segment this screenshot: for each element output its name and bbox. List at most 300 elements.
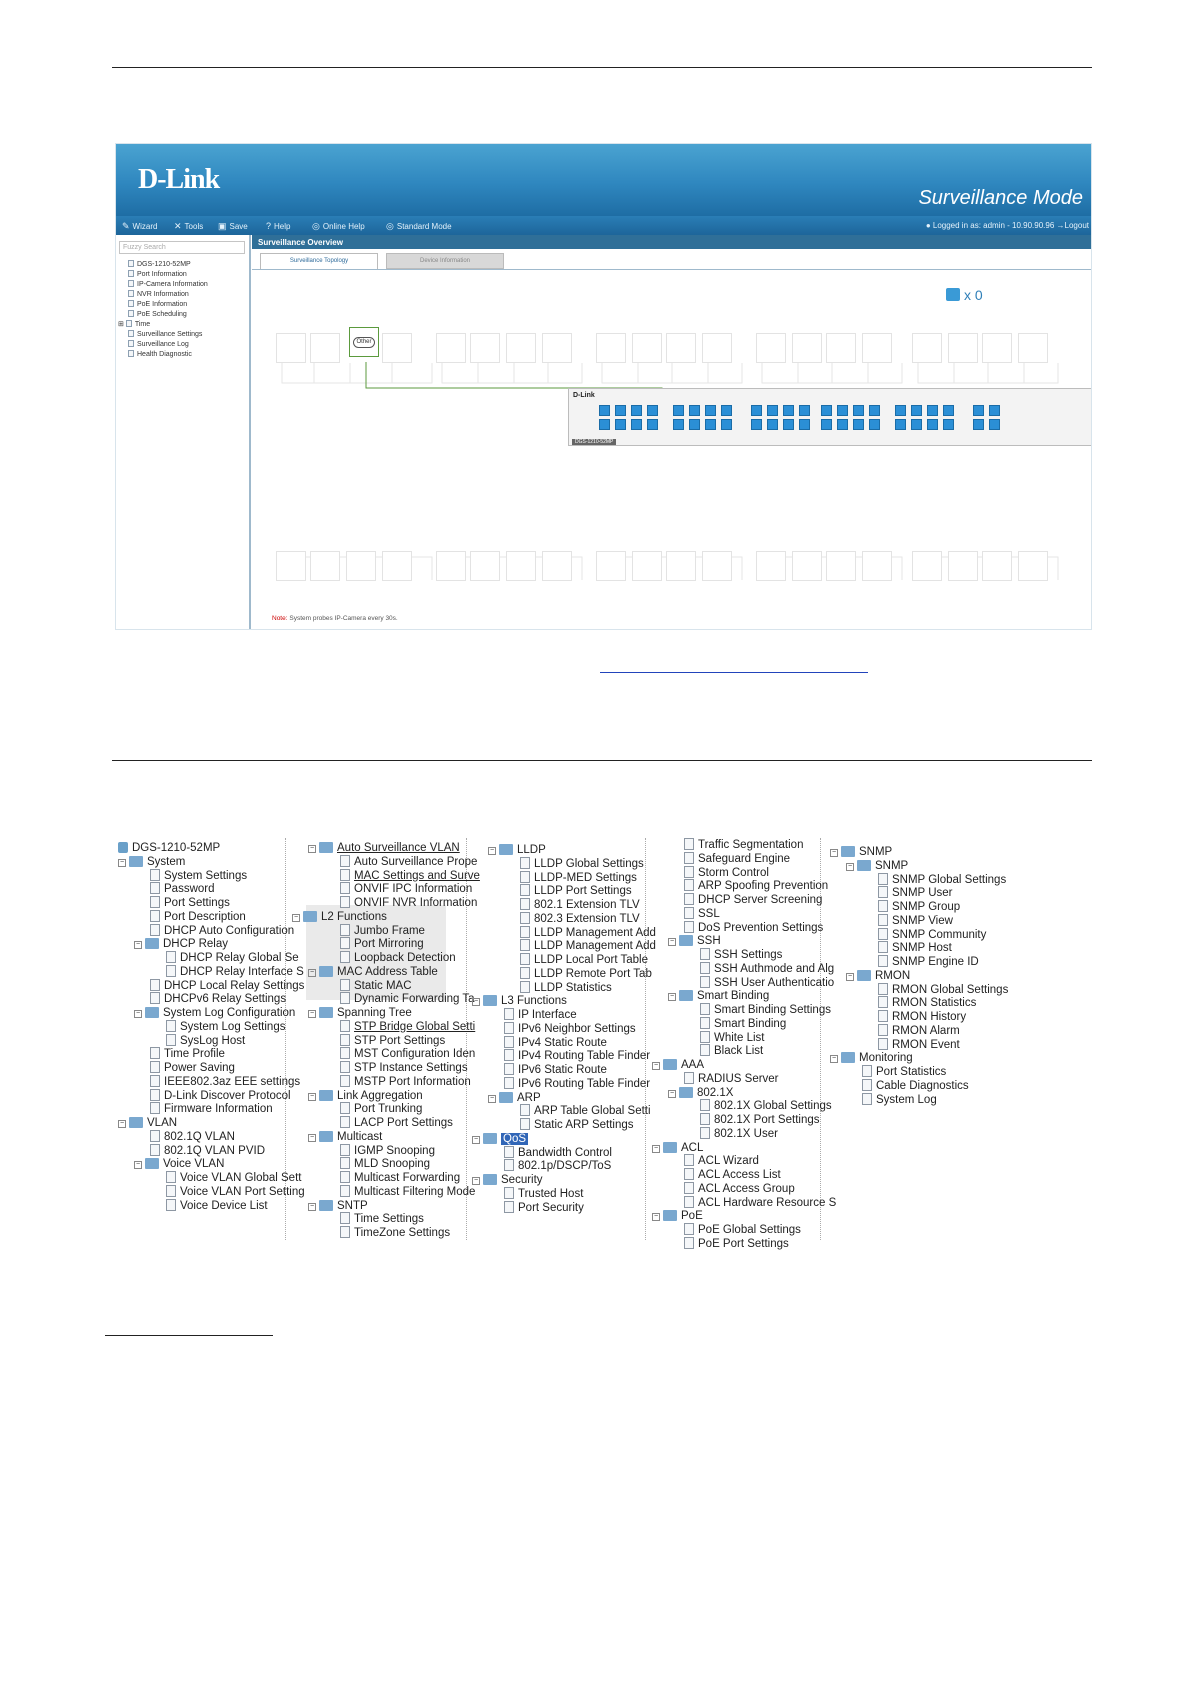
switch-port[interactable]: [943, 405, 954, 416]
tree-folder[interactable]: [134, 937, 228, 951]
tree-folder[interactable]: [308, 1130, 382, 1144]
topology-slot[interactable]: [792, 333, 822, 363]
switch-port[interactable]: [989, 405, 1000, 416]
tree-item[interactable]: [340, 1102, 422, 1116]
sidebar-item-poe-information[interactable]: [128, 300, 187, 308]
switch-port[interactable]: [689, 419, 700, 430]
tree-item[interactable]: [684, 1237, 789, 1251]
save-button[interactable]: [218, 221, 248, 232]
switch-port[interactable]: [853, 405, 864, 416]
tree-folder[interactable]: [472, 1132, 528, 1146]
standard-mode-button[interactable]: [386, 221, 452, 232]
tree-item[interactable]: [150, 882, 215, 896]
switch-port[interactable]: [973, 419, 984, 430]
collapse-icon[interactable]: −: [135, 1161, 141, 1169]
tree-item[interactable]: [684, 1182, 795, 1196]
switch-port[interactable]: [615, 419, 626, 430]
expand-icon[interactable]: ⊞: [118, 321, 126, 328]
tree-folder[interactable]: [118, 1116, 177, 1130]
tree-item[interactable]: [520, 926, 656, 940]
tree-item[interactable]: [340, 896, 477, 910]
tree-item[interactable]: [504, 1036, 607, 1050]
topology-slot[interactable]: [276, 333, 306, 363]
tree-item[interactable]: [504, 1063, 607, 1077]
tree-folder[interactable]: [134, 1006, 295, 1020]
switch-port[interactable]: [751, 405, 762, 416]
sidebar-item-port-information[interactable]: [128, 270, 187, 278]
switch-port[interactable]: [721, 405, 732, 416]
topology-slot[interactable]: [756, 551, 786, 581]
sidebar-item-nvr-information[interactable]: [128, 290, 189, 298]
tree-folder[interactable]: [308, 965, 438, 979]
tree-item-label: LLDP Port Settings: [534, 885, 632, 898]
sidebar-item-health-diagnostic[interactable]: [128, 350, 192, 358]
tree-item[interactable]: [340, 1157, 430, 1171]
switch-port[interactable]: [783, 419, 794, 430]
switch-port[interactable]: [799, 405, 810, 416]
topology-slot[interactable]: [506, 333, 536, 363]
tree-item[interactable]: [700, 1003, 831, 1017]
tree-folder[interactable]: [846, 859, 908, 873]
tab-surveillance-topology[interactable]: Surveillance Topology: [260, 253, 378, 269]
collapse-icon[interactable]: −: [119, 1120, 125, 1127]
tree-item[interactable]: [878, 914, 953, 928]
collapse-icon[interactable]: −: [847, 862, 853, 870]
tree-item[interactable]: [684, 1168, 781, 1182]
collapse-icon[interactable]: −: [473, 998, 479, 1006]
topology-slot[interactable]: [826, 333, 856, 363]
page-icon: [504, 1063, 514, 1075]
mode-title: Surveillance Mode: [918, 187, 1083, 209]
tab-device-information[interactable]: Device Information: [386, 253, 504, 269]
tree-folder[interactable]: [668, 989, 769, 1003]
tree-item-label: Port Security: [518, 1201, 584, 1214]
switch-port[interactable]: [599, 405, 610, 416]
tree-item[interactable]: [150, 1089, 291, 1103]
tree-folder[interactable]: [830, 845, 892, 859]
tree-item[interactable]: [700, 976, 834, 990]
switch-port[interactable]: [837, 405, 848, 416]
switch-port[interactable]: [927, 405, 938, 416]
sidebar-item-time[interactable]: [118, 320, 150, 328]
tree-item[interactable]: [878, 941, 952, 955]
switch-port[interactable]: [673, 419, 684, 430]
switch-port[interactable]: [973, 405, 984, 416]
sidebar-item-surveillance-settings[interactable]: [128, 330, 202, 338]
tree-item-label: MST Configuration Iden: [354, 1048, 476, 1061]
topology-slot[interactable]: [346, 551, 376, 581]
topology-slot[interactable]: [470, 551, 500, 581]
tree-item[interactable]: [504, 1022, 636, 1036]
tree-folder[interactable]: [652, 1141, 703, 1155]
topology-slot[interactable]: [506, 551, 536, 581]
tree-item[interactable]: [150, 910, 246, 924]
switch-port[interactable]: [647, 405, 658, 416]
switch-port[interactable]: [869, 419, 880, 430]
tree-item[interactable]: [878, 886, 953, 900]
tree-item[interactable]: [340, 855, 477, 869]
switch-port[interactable]: [689, 405, 700, 416]
topology-slot[interactable]: [1018, 333, 1048, 363]
switch-port[interactable]: [943, 419, 954, 430]
collapse-icon[interactable]: −: [669, 938, 675, 946]
tree-item[interactable]: [878, 996, 976, 1010]
collapse-icon[interactable]: −: [309, 845, 315, 852]
tree-item[interactable]: [504, 1201, 584, 1215]
switch-port[interactable]: [705, 419, 716, 430]
tree-item[interactable]: [684, 1196, 836, 1210]
tree-item[interactable]: [340, 1144, 435, 1158]
sidebar-item-poe-scheduling[interactable]: [128, 310, 187, 318]
topology-slot[interactable]: [982, 333, 1012, 363]
tree-item[interactable]: [684, 1154, 759, 1168]
tree-folder[interactable]: [308, 1199, 368, 1213]
tree-item[interactable]: [878, 1038, 960, 1052]
switch-port[interactable]: [751, 419, 762, 430]
tree-folder[interactable]: [118, 855, 185, 869]
tree-item[interactable]: [700, 1099, 832, 1113]
topology-slot[interactable]: [542, 551, 572, 581]
tree-folder[interactable]: [292, 910, 387, 924]
topology-slot[interactable]: [470, 333, 500, 363]
switch-port[interactable]: [615, 405, 626, 416]
tree-item[interactable]: [340, 1075, 471, 1089]
topology-slot[interactable]: [862, 333, 892, 363]
tree-item-label: Loopback Detection: [354, 952, 456, 964]
tree-item[interactable]: [520, 1104, 651, 1118]
switch-port[interactable]: [599, 419, 610, 430]
tools-icon: ✕: [174, 221, 182, 231]
tree-item[interactable]: [150, 1102, 273, 1116]
tree-item[interactable]: [700, 1044, 763, 1058]
tree-item-label: VLAN: [147, 1117, 178, 1129]
tree-item[interactable]: [520, 967, 652, 981]
tree-folder[interactable]: [472, 994, 567, 1008]
tree-item[interactable]: [340, 1185, 475, 1199]
folder-icon: [145, 1158, 159, 1169]
tree-item[interactable]: [520, 981, 612, 995]
tree-folder[interactable]: [668, 934, 721, 948]
tree-item[interactable]: [340, 869, 480, 883]
wizard-button[interactable]: [122, 221, 157, 232]
switch-port[interactable]: [989, 419, 1000, 430]
tree-item[interactable]: [520, 939, 656, 953]
topology-slot[interactable]: [982, 551, 1012, 581]
topology-slot[interactable]: [632, 551, 662, 581]
tree-item[interactable]: [700, 1031, 765, 1045]
tree-item-label: Jumbo Frame: [354, 924, 425, 937]
tree-item[interactable]: [340, 1034, 445, 1048]
tree-folder[interactable]: [488, 1091, 541, 1105]
tree-item-label: ACL Access List: [698, 1169, 781, 1181]
tree-item[interactable]: [504, 1159, 611, 1173]
page-icon: [878, 900, 888, 912]
topology-slot[interactable]: [310, 551, 340, 581]
tree-item[interactable]: [340, 1171, 460, 1185]
tree-item[interactable]: [700, 1113, 819, 1127]
tree-folder[interactable]: [652, 1209, 703, 1223]
topology-slot[interactable]: [912, 551, 942, 581]
tree-item[interactable]: [166, 951, 299, 965]
tree-folder[interactable]: [308, 1089, 423, 1103]
tree-item[interactable]: [878, 900, 960, 914]
topology-slot[interactable]: [596, 551, 626, 581]
tree-folder[interactable]: [830, 1051, 913, 1065]
tree-item[interactable]: [150, 896, 230, 910]
tree-item[interactable]: [150, 1047, 225, 1061]
tree-item-label: IPv6 Routing Table Finder: [518, 1077, 651, 1090]
switch-port[interactable]: [911, 419, 922, 430]
tree-folder[interactable]: [488, 843, 546, 857]
tree-item-label: SSH Authmode and Alg: [714, 962, 835, 975]
switch-port[interactable]: [631, 405, 642, 416]
tree-item[interactable]: [166, 1171, 301, 1185]
tree-item[interactable]: [878, 955, 979, 969]
sidebar-item-label: Port Information: [137, 271, 187, 278]
page-icon: [700, 948, 710, 960]
tree-folder[interactable]: [668, 1086, 733, 1100]
page-icon: [150, 1102, 160, 1114]
page-icon: [684, 921, 694, 933]
hyperlink-underline[interactable]: [600, 672, 868, 673]
collapse-icon[interactable]: −: [653, 1213, 659, 1221]
tree-item[interactable]: [150, 1061, 235, 1075]
topology-slot[interactable]: [826, 551, 856, 581]
collapse-icon[interactable]: −: [309, 968, 315, 976]
collapse-icon[interactable]: −: [309, 1202, 315, 1210]
collapse-icon[interactable]: −: [473, 1135, 479, 1143]
tree-folder[interactable]: [134, 1157, 224, 1171]
online-help-button[interactable]: [312, 221, 365, 232]
tree-item[interactable]: [340, 1116, 453, 1130]
tree-item[interactable]: [340, 951, 456, 965]
folder-icon: [483, 1133, 497, 1144]
tree-item[interactable]: [878, 1024, 960, 1038]
collapse-icon[interactable]: −: [831, 1055, 837, 1063]
tree-folder[interactable]: [308, 1006, 412, 1020]
topology-slot[interactable]: [382, 333, 412, 363]
sidebar-item-device[interactable]: [128, 260, 191, 268]
tree-item[interactable]: [166, 1020, 285, 1034]
tree-item[interactable]: [684, 852, 790, 866]
collapse-icon[interactable]: −: [119, 858, 125, 866]
tree-item[interactable]: [504, 1008, 577, 1022]
topology-slot[interactable]: [436, 333, 466, 363]
tree-item[interactable]: [700, 1127, 778, 1141]
tree-item[interactable]: [340, 1047, 475, 1061]
tree-item[interactable]: [700, 948, 782, 962]
collapse-icon[interactable]: −: [489, 847, 495, 854]
tree-item[interactable]: [340, 1226, 450, 1240]
fuzzy-search-input[interactable]: Fuzzy Search: [119, 241, 245, 254]
tree-item[interactable]: [520, 912, 640, 926]
topology-slot[interactable]: [436, 551, 466, 581]
tree-item[interactable]: [684, 921, 823, 935]
tree-item[interactable]: [520, 1118, 634, 1132]
topology-slot[interactable]: [702, 551, 732, 581]
tree-item[interactable]: [520, 871, 637, 885]
tree-item[interactable]: [150, 924, 294, 938]
tree-item[interactable]: [862, 1079, 969, 1093]
topology-slot[interactable]: [948, 333, 978, 363]
tree-item[interactable]: [684, 907, 720, 921]
topology-slot[interactable]: [756, 333, 786, 363]
tree-item[interactable]: [684, 879, 828, 893]
collapse-icon[interactable]: −: [669, 1089, 675, 1097]
tree-item[interactable]: [684, 866, 769, 880]
tree-item[interactable]: [150, 992, 286, 1006]
switch-port[interactable]: [927, 419, 938, 430]
tree-item[interactable]: [520, 898, 640, 912]
other-device-node[interactable]: [349, 327, 379, 357]
probe-note: [272, 615, 398, 622]
tree-item[interactable]: [150, 1144, 265, 1158]
tree-item[interactable]: [684, 1072, 779, 1086]
sidebar-item-label: Health Diagnostic: [137, 351, 192, 358]
switch-port[interactable]: [853, 419, 864, 430]
tree-item[interactable]: [340, 979, 412, 993]
tree-item[interactable]: [520, 884, 632, 898]
collapse-icon[interactable]: −: [309, 1133, 315, 1141]
tree-item-label: PoE Global Settings: [698, 1224, 801, 1236]
topology-slot[interactable]: [596, 333, 626, 363]
tree-item[interactable]: [340, 882, 472, 896]
topology-slot[interactable]: [382, 551, 412, 581]
tree-item[interactable]: [684, 838, 803, 852]
sidebar-item-label: PoE Information: [137, 301, 188, 308]
page-icon: [878, 955, 888, 967]
switch-port[interactable]: [799, 419, 810, 430]
switch-port[interactable]: [705, 405, 716, 416]
switch-port[interactable]: [821, 405, 832, 416]
switch-port[interactable]: [895, 419, 906, 430]
tree-item[interactable]: [150, 1075, 300, 1089]
collapse-icon[interactable]: −: [309, 1092, 315, 1100]
help-button[interactable]: [266, 221, 290, 231]
tree-item[interactable]: [150, 869, 247, 883]
switch-port[interactable]: [721, 419, 732, 430]
collapse-icon[interactable]: −: [831, 849, 837, 856]
tree-item[interactable]: [340, 1212, 424, 1226]
page-icon: [520, 926, 530, 938]
tree-item[interactable]: [504, 1049, 650, 1063]
tree-item[interactable]: [878, 928, 986, 942]
tree-folder[interactable]: [652, 1058, 704, 1072]
topology-slot[interactable]: [666, 551, 696, 581]
switch-port[interactable]: [895, 405, 906, 416]
logout-link[interactable]: Logout: [1064, 221, 1089, 230]
sidebar-item-ip-camera-information[interactable]: [128, 280, 208, 288]
tree-item[interactable]: [878, 873, 1006, 887]
logout-icon: →: [1056, 221, 1065, 230]
tree-item[interactable]: [504, 1146, 612, 1160]
tree-item[interactable]: [504, 1077, 650, 1091]
tree-item[interactable]: [700, 962, 834, 976]
tree-folder[interactable]: [308, 841, 460, 855]
tree-item[interactable]: [166, 1199, 268, 1213]
tree-item[interactable]: [878, 1010, 966, 1024]
tree-item[interactable]: [520, 857, 644, 871]
tree-item[interactable]: [862, 1093, 937, 1107]
switch-port[interactable]: [821, 419, 832, 430]
tree-item[interactable]: [150, 1130, 235, 1144]
switch-port[interactable]: [647, 419, 658, 430]
tree-item[interactable]: [166, 1034, 245, 1048]
topology-slot[interactable]: [792, 551, 822, 581]
tree-item-label: QoS: [503, 1132, 527, 1145]
topology-slot[interactable]: [702, 333, 732, 363]
tree-folder[interactable]: [472, 1173, 543, 1187]
topology-slot[interactable]: [310, 333, 340, 363]
switch-port[interactable]: [837, 419, 848, 430]
topology-slot[interactable]: [632, 333, 662, 363]
page-icon: [700, 1099, 710, 1111]
tree-item[interactable]: [340, 924, 425, 938]
switch-device[interactable]: [568, 388, 1092, 446]
tree-item[interactable]: [340, 937, 424, 951]
tree-item[interactable]: [684, 1223, 801, 1237]
tree-item[interactable]: [700, 1017, 786, 1031]
switch-port[interactable]: [869, 405, 880, 416]
tree-item[interactable]: [340, 1020, 475, 1034]
tree-item[interactable]: [520, 953, 648, 967]
switch-port[interactable]: [673, 405, 684, 416]
switch-port[interactable]: [911, 405, 922, 416]
collapse-icon[interactable]: −: [135, 1010, 141, 1017]
page-icon: [520, 857, 530, 869]
topology-slot[interactable]: [912, 333, 942, 363]
collapse-icon[interactable]: −: [669, 993, 675, 1001]
collapse-icon[interactable]: −: [653, 1062, 659, 1069]
topology-slot[interactable]: [666, 333, 696, 363]
tree-item[interactable]: [166, 1185, 305, 1199]
switch-port[interactable]: [767, 419, 778, 430]
tree-item-label: LLDP: [517, 844, 546, 856]
collapse-icon[interactable]: −: [309, 1010, 315, 1017]
tree-item-label: SNMP Group: [892, 901, 961, 913]
tree-item-label: Traffic Segmentation: [698, 839, 804, 851]
collapse-icon[interactable]: −: [473, 1177, 479, 1184]
switch-port[interactable]: [783, 405, 794, 416]
tree-item[interactable]: [862, 1065, 946, 1079]
tree-item[interactable]: [166, 965, 304, 979]
switch-port[interactable]: [631, 419, 642, 430]
topology-slot[interactable]: [542, 333, 572, 363]
tree-item[interactable]: [340, 1061, 468, 1075]
tools-button[interactable]: [174, 221, 203, 232]
topology-slot[interactable]: [862, 551, 892, 581]
tree-item[interactable]: [684, 893, 822, 907]
tree-item[interactable]: [878, 983, 1008, 997]
topology-slot[interactable]: [948, 551, 978, 581]
tree-item-label: AAA: [681, 1059, 705, 1071]
tree-folder[interactable]: [846, 969, 910, 983]
topology-slot[interactable]: [1018, 551, 1048, 581]
sidebar-item-surveillance-log[interactable]: [128, 340, 189, 348]
tree-item[interactable]: [150, 979, 304, 993]
collapse-icon[interactable]: −: [653, 1144, 659, 1152]
collapse-icon[interactable]: −: [293, 913, 299, 921]
collapse-icon[interactable]: −: [489, 1094, 495, 1102]
topology-slot[interactable]: [276, 551, 306, 581]
tree-item[interactable]: [340, 992, 475, 1006]
collapse-icon[interactable]: −: [847, 972, 853, 980]
page-icon: [166, 1171, 176, 1183]
tree-root[interactable]: [118, 841, 220, 855]
switch-port[interactable]: [767, 405, 778, 416]
collapse-icon[interactable]: −: [135, 941, 141, 949]
tree-item[interactable]: [504, 1187, 583, 1201]
